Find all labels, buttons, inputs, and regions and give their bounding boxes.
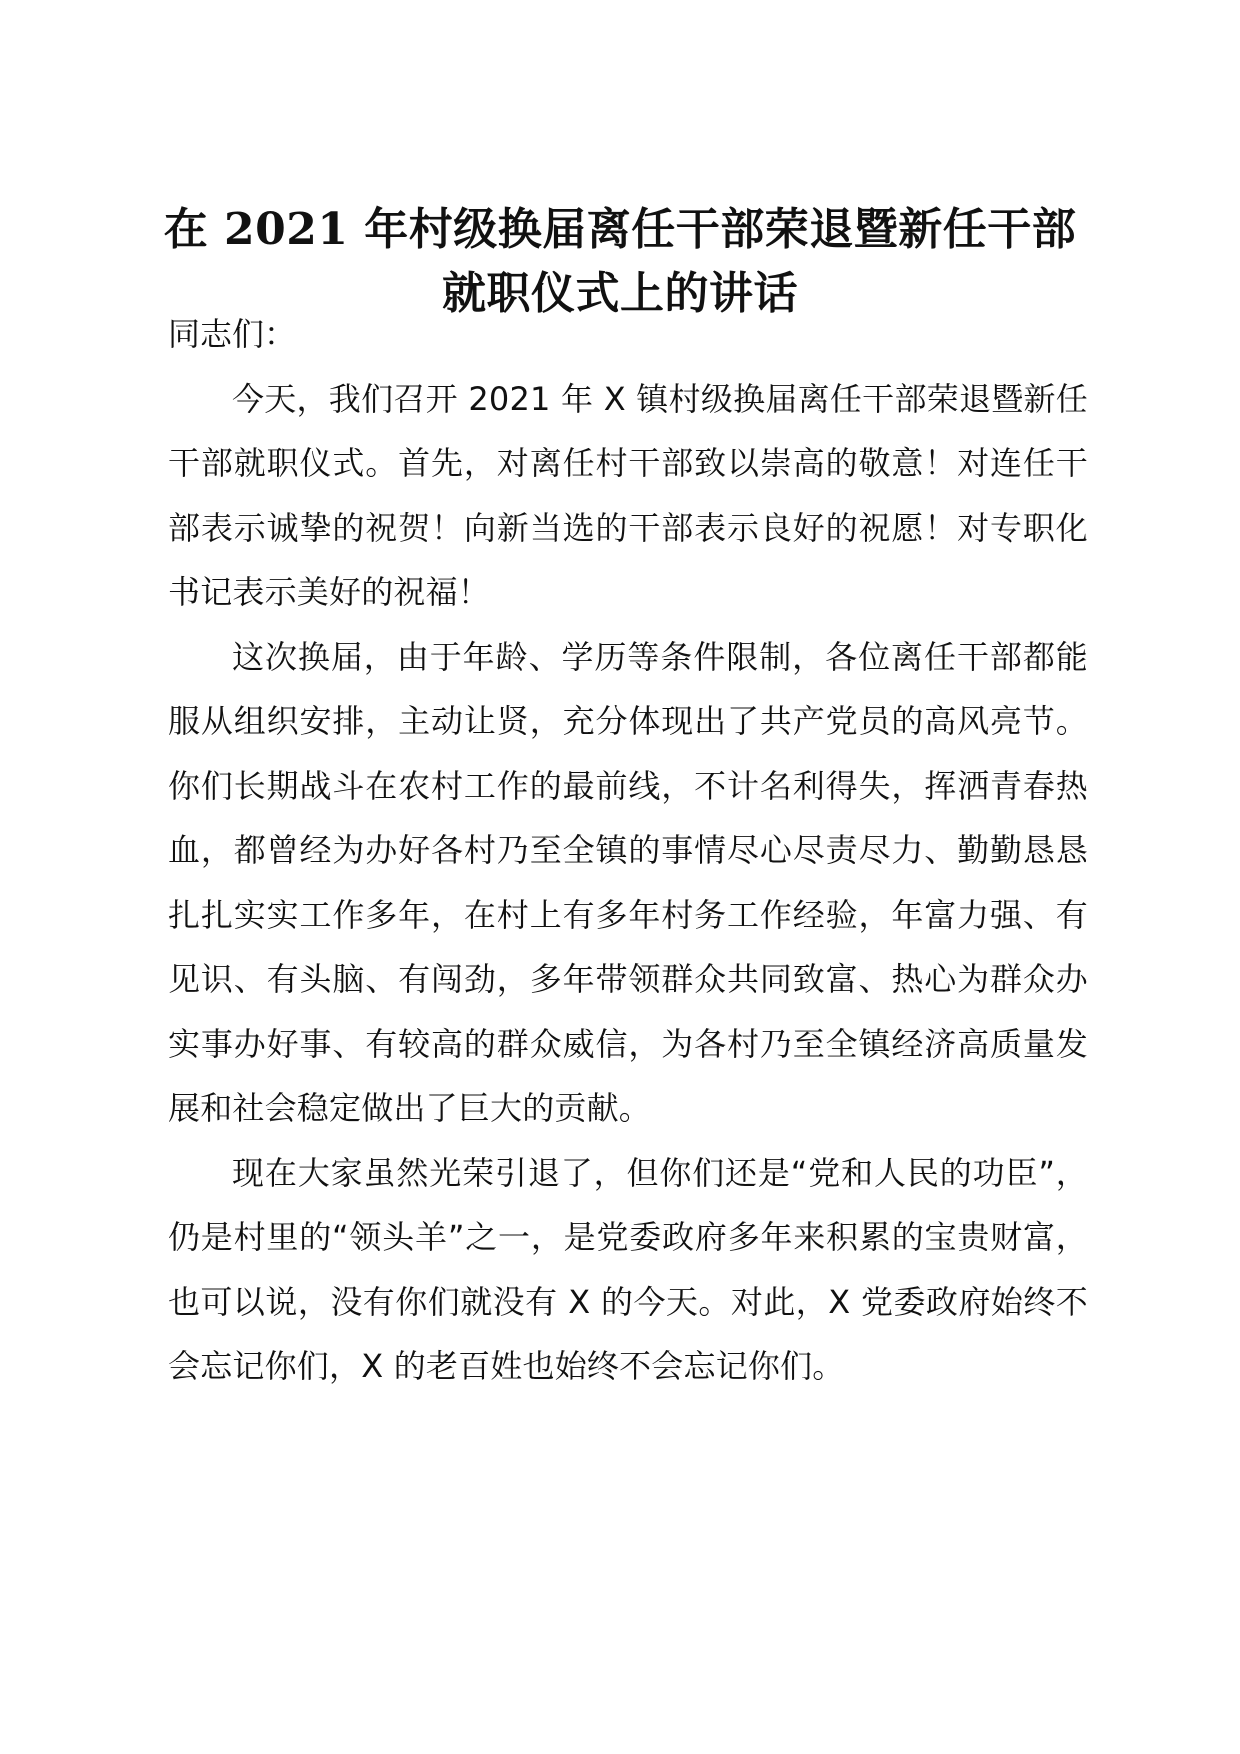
paragraph-3: 现在大家虽然光荣引退了，但你们还是“党和人民的功臣”，仍是村里的“领头羊”之一，是党委政府多年来积累的宝贵财富，也可以说，没有你们就没有 X 的今天。对此，X 党委政府始终不会忘记你们，X 的老百姓也始终不会忘记你们。 <box>168 1153 1088 1385</box>
document-body <box>168 302 1088 1399</box>
salutation: 同志们： <box>168 315 297 353</box>
paragraph-1: 今天，我们召开 2021 年 X 镇村级换届离任干部荣退暨新任干部就职仪式。首先，对离任村干部致以崇高的敬意！对连任干部表示诚挚的祝贺！向新当选的干部表示良好的祝愿！对专职化书记表示美好的祝福！ <box>168 379 1088 611</box>
document-title-line-2: 就职仪式上的讲话 <box>442 268 798 319</box>
paragraph-2: 这次换届，由于年龄、学历等条件限制，各位离任干部都能服从组织安排，主动让贤，充分体现出了共产党员的高风亮节。你们长期战斗在农村工作的最前线，不计名利得失，挥洒青春热血，都曾经为办好各村乃至全镇的事情尽心尽责尽力、勤勤恳恳扎扎实实工作多年，在村上有多年村务工作经验，年富力强、有见识、有头脑、有闯劲，多年带领群众共同致富、热心为群众办实事办好事、有较高的群众威信，为各村乃至全镇经济高质量发展和社会稳定做出了巨大的贡献。 <box>168 637 1088 1127</box>
document-title-line-1: 在 2021 年村级换届离任干部荣退暨新任干部 <box>163 204 1077 255</box>
